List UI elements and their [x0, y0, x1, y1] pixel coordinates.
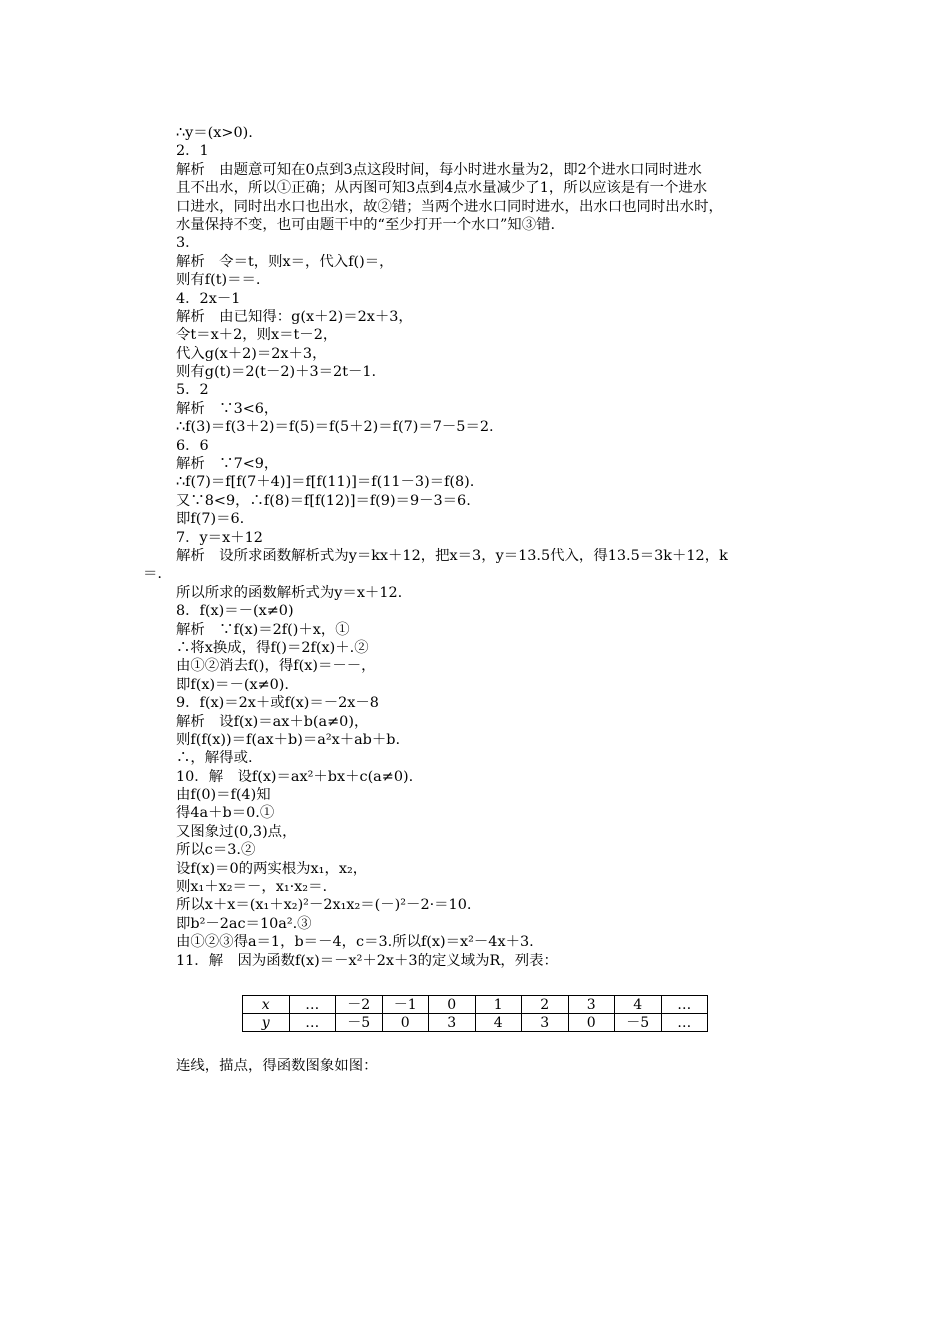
table-cell: 3: [522, 1014, 569, 1032]
text-line: ∴f(3)＝f(3＋2)＝f(5)＝f(5＋2)＝f(7)＝7－5＝2.: [176, 419, 494, 436]
figure-caption: 连线，描点，得函数图象如图：: [176, 1058, 378, 1074]
text-line: 3．: [176, 235, 200, 252]
text-line: 6．6: [176, 437, 209, 454]
text-line: 9．f(x)＝2x＋或f(x)＝－2x－8: [176, 695, 379, 712]
table-cell: －2: [336, 996, 383, 1014]
table-cell: －5: [615, 1014, 662, 1032]
table-cell: 4: [615, 996, 662, 1014]
table-row: [243, 1014, 708, 1032]
text-line: 解析 ∵f(x)＝2f()＋x，①: [176, 621, 350, 638]
table-cell: x: [243, 996, 290, 1014]
table-cell: …: [661, 1014, 708, 1032]
text-line: 得4a＋b＝0.①: [176, 805, 275, 822]
solution-text: [143, 124, 826, 970]
table-cell: 4: [475, 1014, 522, 1032]
text-line: 代入g(x＋2)＝2x＋3，: [176, 345, 327, 362]
table-cell: 0: [568, 1014, 615, 1032]
table-cell: －1: [382, 996, 429, 1014]
text-line: 解析 设f(x)＝ax＋b(a≠0)，: [176, 713, 369, 730]
table-cell: 1: [475, 996, 522, 1014]
text-line: 解析 由已知得：g(x＋2)＝2x＋3，: [176, 308, 413, 325]
text-line: ∴，解得或.: [176, 750, 253, 767]
text-line: ∴f(7)＝f[f(7＋4)]＝f[f(11)]＝f(11－3)＝f(8).: [176, 474, 475, 491]
table-cell: …: [661, 996, 708, 1014]
text-line: 则有g(t)＝2(t－2)＋3＝2t－1.: [176, 364, 377, 381]
table-cell: 3: [568, 996, 615, 1014]
text-line: 解析 令＝t，则x＝，代入f()＝，: [176, 253, 394, 270]
text-line: 则f(f(x))＝f(ax＋b)＝a²x＋ab＋b.: [176, 731, 401, 748]
text-line: 即f(7)＝6.: [176, 511, 245, 528]
text-line: 又∵8<9，∴f(8)＝f[f(12)]＝f(9)＝9－3＝6.: [176, 492, 471, 509]
text-line: 即f(x)＝－(x≠0).: [176, 676, 289, 693]
text-line: ∴y＝(x>0).: [176, 125, 253, 141]
table-cell: y: [243, 1014, 290, 1032]
table-cell: 0: [382, 1014, 429, 1032]
text-line: 5．2: [176, 382, 209, 399]
text-line: ＝.: [143, 566, 162, 583]
table-cell: …: [289, 1014, 336, 1032]
text-line: 11．解 因为函数f(x)＝－x²＋2x＋3的定义域为R，列表：: [176, 952, 558, 969]
table-cell: 3: [429, 1014, 476, 1032]
text-line: 即b²－2ac＝10a².③: [176, 915, 312, 932]
text-line: 水量保持不变，也可由题干中的“至少打开一个水口”知③错.: [176, 216, 556, 233]
table-row: [243, 996, 708, 1014]
text-line: 则有f(t)＝＝.: [176, 272, 261, 289]
text-line: 口进水，同时出水口也出水，故②错；当两个进水口同时进水，出水口也同时出水时，: [176, 198, 723, 215]
table-cell: －5: [336, 1014, 383, 1032]
text-line: 解析 设所求函数解析式为y＝kx＋12，把x＝3，y＝13.5代入，得13.5＝3k＋12，k: [176, 547, 728, 564]
text-line: 由①②消去f()，得f(x)＝－－，: [176, 658, 376, 675]
text-line: 解析 ∵3<6，: [176, 400, 279, 417]
text-line: ∴将x换成，得f()＝2f(x)＋.②: [176, 639, 369, 656]
table-cell: 0: [429, 996, 476, 1014]
text-line: 10．解 设f(x)＝ax²＋bx＋c(a≠0).: [176, 768, 414, 785]
text-line: 7．y＝x＋12: [176, 529, 263, 546]
text-line: 所以所求的函数解析式为y＝x＋12.: [176, 584, 403, 601]
text-line: 解析 由题意可知在0点到3点这段时间，每小时进水量为2，即2个进水口同时进水: [176, 161, 702, 178]
table-cell: 2: [522, 996, 569, 1014]
text-line: 设f(x)＝0的两实根为x₁，x₂，: [176, 860, 368, 877]
text-line: 8．f(x)＝－(x≠0): [176, 603, 294, 620]
text-line: 2．1: [176, 143, 209, 160]
text-line: 由f(0)＝f(4)知: [176, 787, 271, 804]
text-line: 令t＝x＋2，则x＝t－2，: [176, 327, 338, 344]
text-line: 由①②③得a＝1，b＝－4，c＝3.所以f(x)＝x²－4x＋3.: [176, 934, 534, 951]
text-line: 且不出水，所以①正确；从丙图可知3点到4点水量减少了1，所以应该是有一个进水: [176, 180, 708, 197]
values-table: [242, 995, 708, 1032]
text-line: 4．2x－1: [176, 290, 241, 307]
text-line: 所以c＝3.②: [176, 842, 256, 859]
text-line: 所以x＋x＝(x₁＋x₂)²－2x₁x₂＝(－)²－2·＝10.: [176, 897, 472, 914]
text-line: 则x₁＋x₂＝－，x₁·x₂＝.: [176, 879, 328, 896]
text-line: 又图象过(0,3)点，: [176, 823, 297, 840]
table-cell: …: [289, 996, 336, 1014]
text-line: 解析 ∵7<9，: [176, 456, 279, 473]
